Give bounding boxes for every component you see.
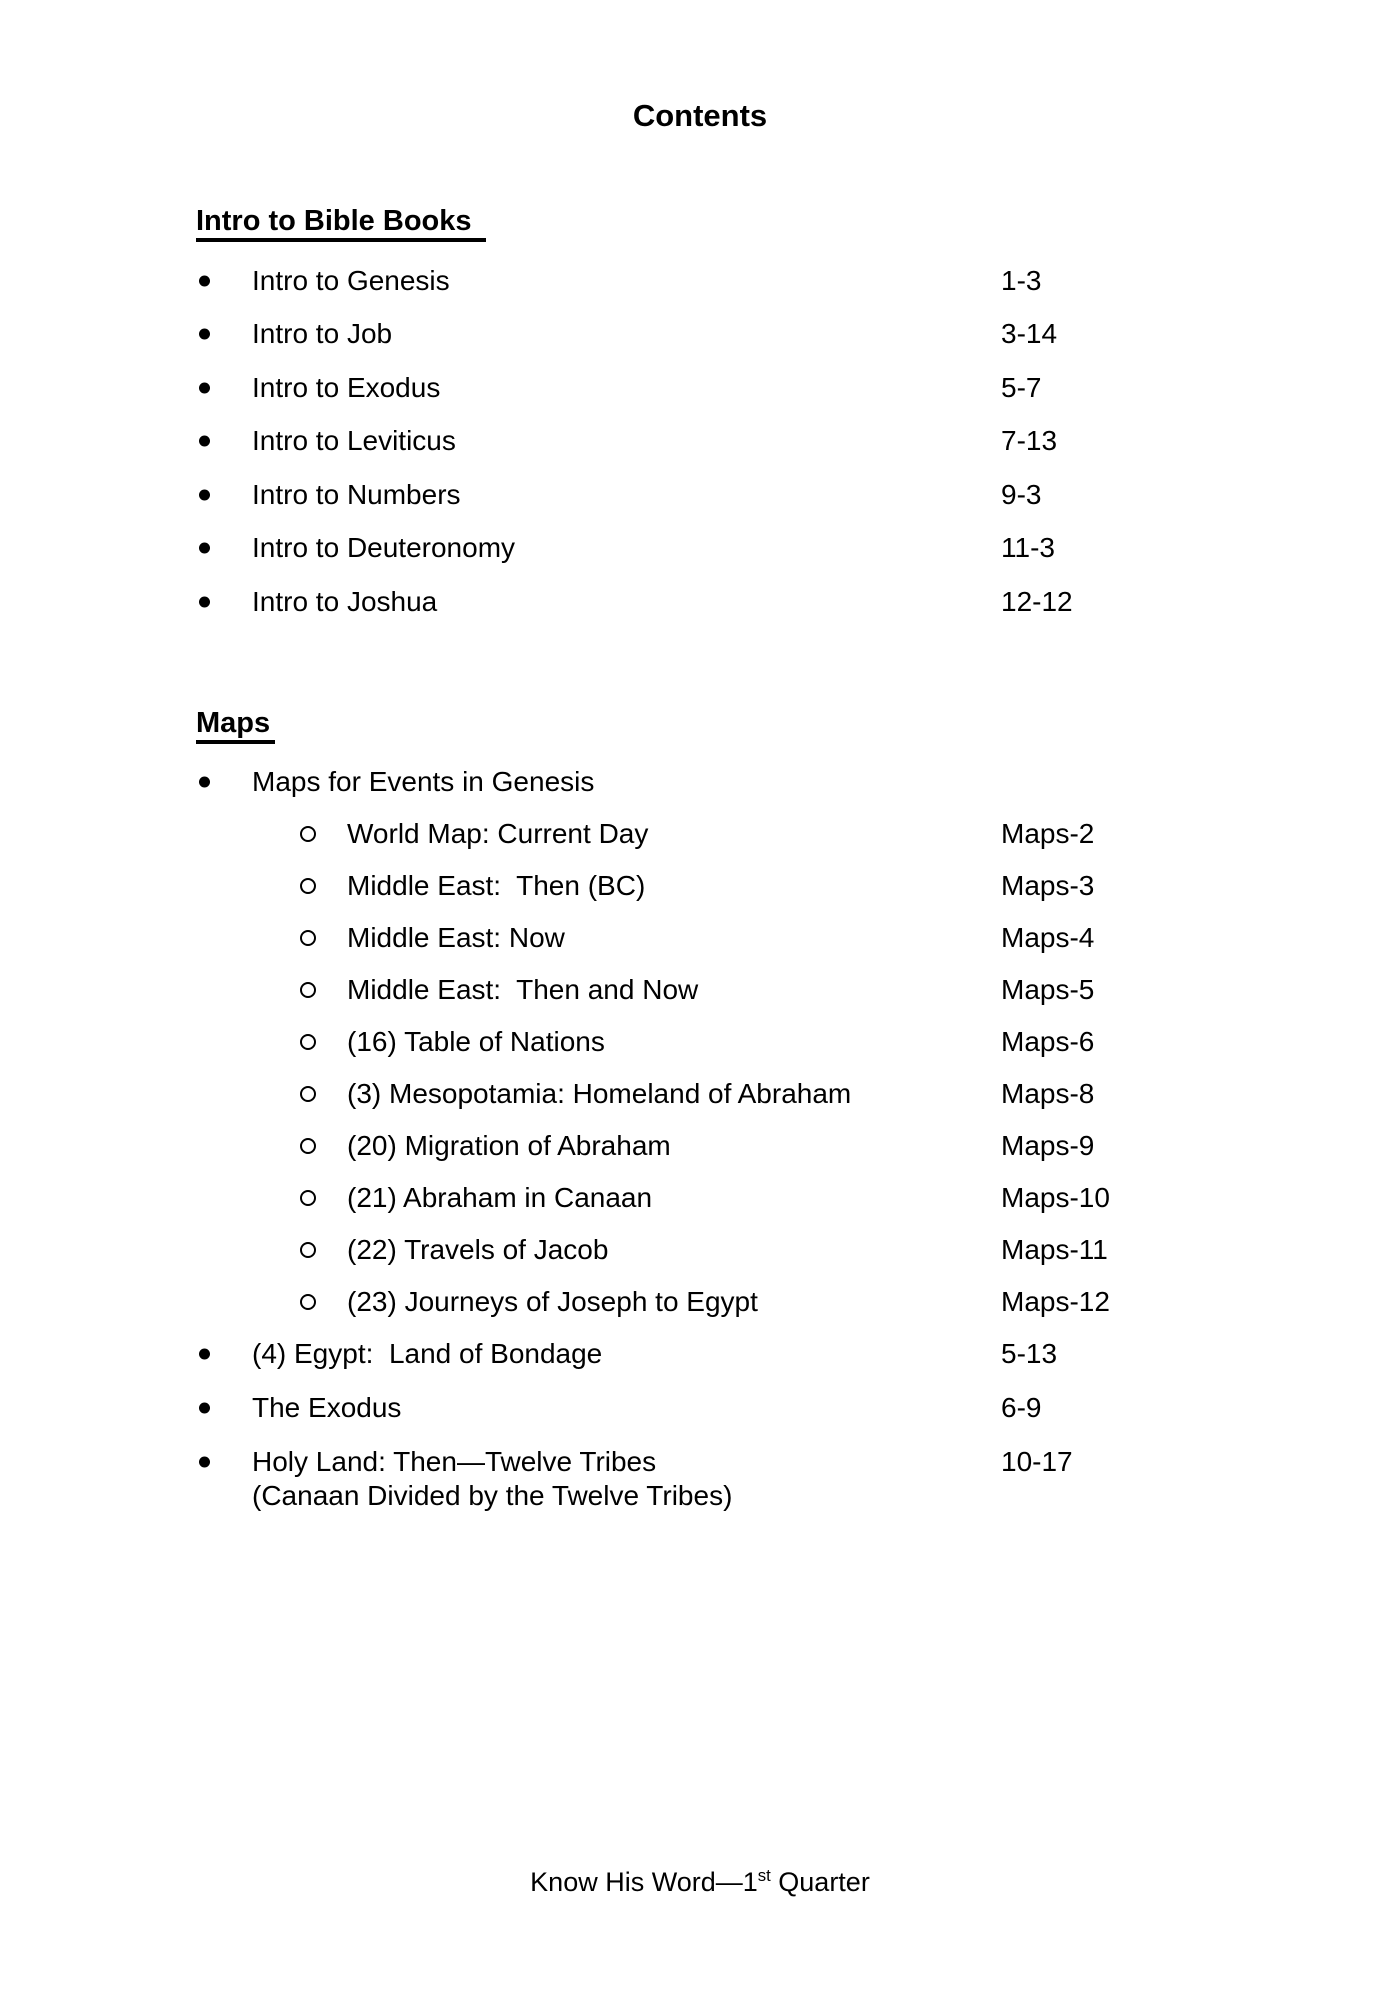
section-rows (196, 756, 1110, 1523)
item-label: Intro to Numbers (252, 478, 461, 510)
item-label: The Exodus (252, 1391, 402, 1423)
page-number: Maps-11 (1001, 1233, 1108, 1265)
bullet-icon (199, 329, 210, 340)
item-label: Middle East: Then and Now (347, 973, 699, 1005)
item-label: Intro to Joshua (252, 585, 438, 617)
page-number: Maps-10 (1001, 1181, 1110, 1213)
page-number: Maps-9 (1001, 1129, 1095, 1161)
bullet-icon (199, 1456, 210, 1467)
item-label: Intro to Exodus (252, 371, 441, 403)
page-number: 5-7 (1001, 371, 1042, 403)
bullet-icon (199, 1402, 210, 1413)
page-number: 7-13 (1001, 425, 1058, 457)
circle-bullet-icon (300, 930, 316, 946)
item-label: Middle East: Then (BC) (347, 869, 646, 901)
item-label: (21) Abraham in Canaan (347, 1181, 653, 1213)
toc-row (196, 808, 1096, 860)
table-of-contents (196, 204, 1110, 1523)
circle-bullet-icon (300, 1086, 316, 1102)
item-label: (23) Journeys of Joseph to Egypt (347, 1285, 758, 1317)
toc-row (196, 964, 1096, 1016)
page-number: 5-13 (1001, 1338, 1058, 1370)
toc-row (196, 860, 1096, 912)
item-label: Middle East: Now (347, 921, 565, 953)
toc-row (196, 361, 1096, 415)
item-label-line1: Holy Land: Then—Twelve Tribes (252, 1445, 657, 1477)
toc-row (196, 912, 1096, 964)
page-number: 10-17 (1001, 1445, 1073, 1477)
footer-text (0, 1866, 1400, 1898)
toc-row (196, 1328, 1096, 1382)
circle-bullet-icon (300, 1034, 316, 1050)
bullet-icon (199, 275, 210, 286)
toc-row (196, 575, 1096, 629)
bullet-icon (199, 436, 210, 447)
page-number: 6-9 (1001, 1391, 1042, 1423)
bullet-icon (199, 776, 210, 787)
circle-bullet-icon (300, 1294, 316, 1310)
section-heading: Intro to Bible Books (196, 204, 486, 242)
page-number: Maps-12 (1001, 1285, 1110, 1317)
bullet-icon (199, 1349, 210, 1360)
toc-row (196, 1172, 1110, 1224)
item-label: Intro to Deuteronomy (252, 532, 516, 564)
item-label: (22) Travels of Jacob (347, 1233, 609, 1265)
page-number: Maps-6 (1001, 1025, 1095, 1057)
toc-row (196, 1120, 1096, 1172)
bullet-icon (199, 489, 210, 500)
section-maps (196, 706, 1110, 1523)
page-number: 9-3 (1001, 478, 1042, 510)
page-number: 3-14 (1001, 318, 1058, 350)
toc-row (196, 1276, 1110, 1328)
item-label: Intro to Leviticus (252, 425, 456, 457)
toc-row (196, 1381, 1096, 1435)
item-label: (4) Egypt: Land of Bondage (252, 1338, 603, 1370)
page-number: Maps-4 (1001, 921, 1095, 953)
toc-row (196, 415, 1096, 469)
page-number: Maps-5 (1001, 973, 1095, 1005)
item-label-line2: (Canaan Divided by the Twelve Tribes) (252, 1479, 733, 1511)
page-number: 1-3 (1001, 264, 1042, 296)
section-rows (196, 254, 1096, 629)
footer-superscript: st (757, 1866, 771, 1885)
page-title: Contents (632, 98, 768, 133)
toc-row (196, 254, 1096, 308)
toc-row (196, 1068, 1096, 1120)
section-heading: Maps (196, 706, 275, 744)
item-label: (16) Table of Nations (347, 1025, 605, 1057)
toc-row (196, 468, 1096, 522)
bullet-icon (199, 596, 210, 607)
item-label: Intro to Job (252, 318, 393, 350)
toc-row (196, 522, 1096, 576)
page-number: Maps-8 (1001, 1077, 1095, 1109)
item-label: Intro to Genesis (252, 264, 450, 296)
item-label: Maps for Events in Genesis (252, 765, 595, 797)
toc-row (196, 1224, 1108, 1276)
circle-bullet-icon (300, 826, 316, 842)
toc-row (196, 1435, 1096, 1523)
item-label: World Map: Current Day (347, 817, 649, 849)
footer-prefix: Know His Word—1 (530, 1867, 758, 1897)
circle-bullet-icon (300, 982, 316, 998)
section-intro-bible-books (196, 204, 1096, 629)
page-number: 11-3 (1001, 532, 1055, 564)
toc-row (196, 756, 1096, 808)
circle-bullet-icon (300, 1242, 316, 1258)
page-number: Maps-3 (1001, 869, 1095, 901)
circle-bullet-icon (300, 1138, 316, 1154)
item-label: (20) Migration of Abraham (347, 1129, 671, 1161)
page-number: Maps-2 (1001, 817, 1095, 849)
page-number: 12-12 (1001, 585, 1073, 617)
footer-suffix: Quarter (770, 1867, 870, 1897)
circle-bullet-icon (300, 1190, 316, 1206)
toc-row (196, 1016, 1096, 1068)
item-label (252, 1445, 732, 1513)
bullet-icon (199, 543, 210, 554)
bullet-icon (199, 382, 210, 393)
circle-bullet-icon (300, 878, 316, 894)
item-label: (3) Mesopotamia: Homeland of Abraham (347, 1077, 852, 1109)
toc-row (196, 308, 1096, 362)
